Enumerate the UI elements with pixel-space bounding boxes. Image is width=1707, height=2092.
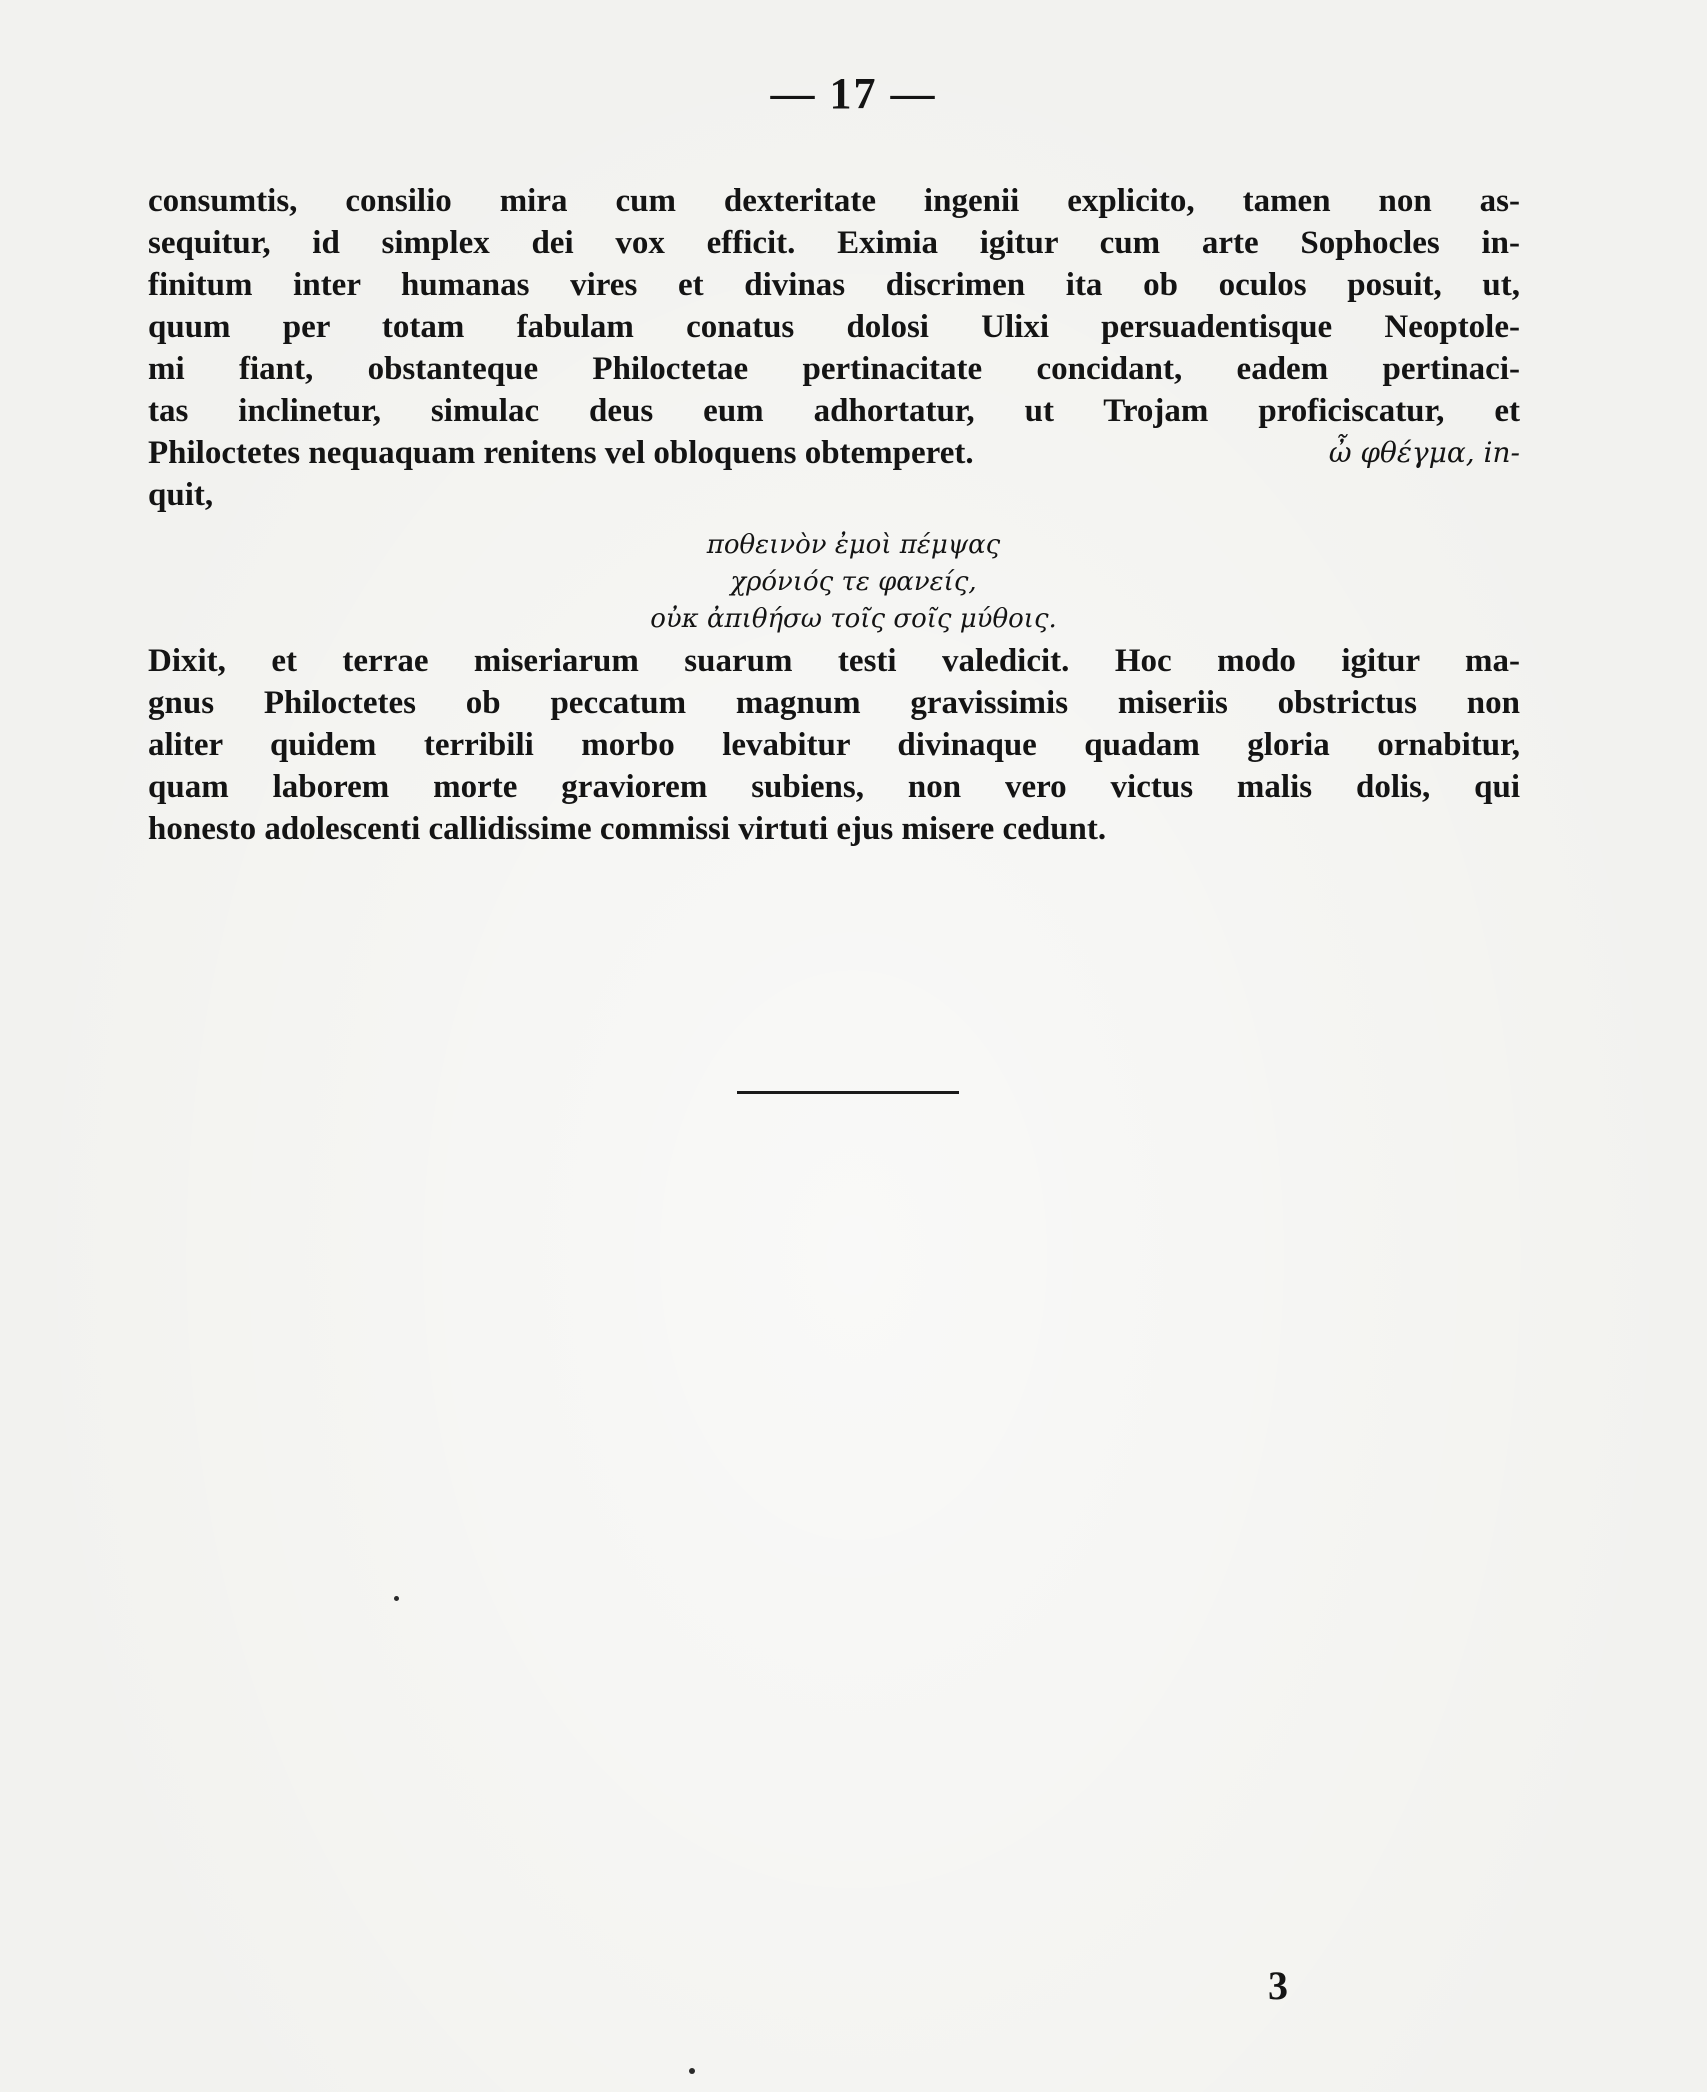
- paragraph-1: [148, 180, 1520, 516]
- closing-rule: [737, 1091, 959, 1094]
- signature-mark: 3: [1268, 1963, 1288, 2008]
- text-line: aliter quidem terribili morbo levabitur divinaque quadam gloria ornabitur,: [148, 727, 1520, 763]
- text-line: sequitur, id simplex dei vox efficit. Eximia igitur cum arte Sophocles in-: [148, 225, 1520, 261]
- text-line: consumtis, consilio mira cum dexteritate ingenii explicito, tamen non as-: [148, 183, 1520, 219]
- text-line: honesto adolescenti callidissime commissi virtuti ejus misere cedunt.: [148, 811, 1107, 847]
- verse-line: χρόνιός τε φανείς,: [730, 567, 977, 597]
- paragraph-2: [148, 640, 1520, 850]
- print-speck: [689, 2068, 695, 2074]
- text-line: gnus Philoctetes ob peccatum magnum gravissimis miseriis obstrictus non: [148, 685, 1520, 721]
- text-line: Dixit, et terrae miseriarum suarum testi valedicit. Hoc modo igitur ma-: [148, 643, 1520, 679]
- page-number-header: — 17 —: [770, 69, 937, 118]
- text-line: quum per totam fabulam conatus dolosi Ulixi persuadentisque Neoptole-: [148, 309, 1520, 345]
- text-line: tas inclinetur, simulac deus eum adhortatur, ut Trojam proficiscatur, et: [148, 393, 1520, 429]
- greek-quote-start: ὦ φθέγμα, in-: [1328, 436, 1520, 469]
- verse-line: ποθεινὸν ἐμοὶ πέμψας: [706, 530, 1001, 560]
- verse-line: οὐκ ἀπιθήσω τοῖς σοῖς μύθοις.: [650, 604, 1057, 634]
- text-line-left: Philoctetes nequaquam renitens vel obloquens obtemperet.: [148, 435, 974, 471]
- text-line: quam laborem morte graviorem subiens, non vero victus malis dolis, qui: [148, 769, 1520, 805]
- print-speck: [394, 1596, 399, 1601]
- text-line: quit,: [148, 477, 214, 513]
- text-line-with-greek: [148, 432, 1520, 474]
- text-line: finitum inter humanas vires et divinas discrimen ita ob oculos posuit, ut,: [148, 267, 1520, 303]
- greek-verse-block: [0, 527, 1707, 638]
- text-line: mi fiant, obstanteque Philoctetae pertinacitate concidant, eadem pertinaci-: [148, 351, 1520, 387]
